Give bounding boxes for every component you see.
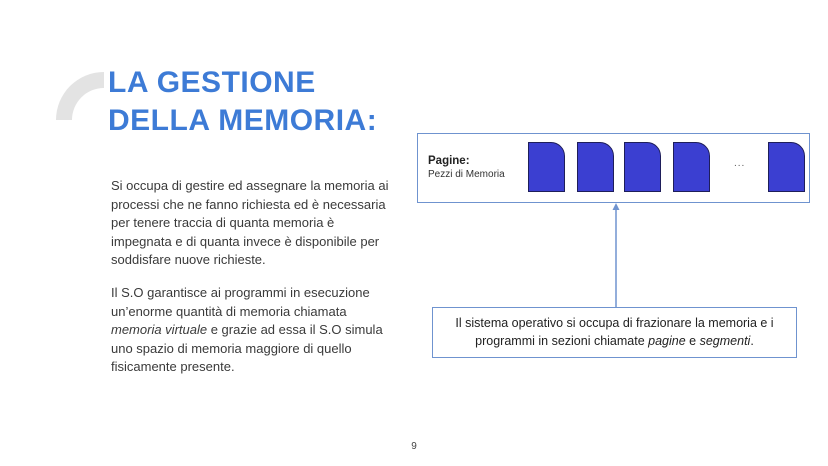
paragraph-2-text-b: e grazie ad essa il S.O simula uno spazio di memoria maggiore di quello fisicamente presente. xyxy=(111,322,383,374)
ellipsis: ... xyxy=(734,158,746,169)
title-line-1: LA GESTIONE xyxy=(108,66,316,99)
paragraph-2-emphasis: memoria virtuale xyxy=(111,322,208,337)
callout-text-b: e xyxy=(685,334,700,348)
paragraph-2-text-a: Il S.O garantisce ai programmi in esecuzione un’enorme quantità di memoria chiamata xyxy=(111,285,370,319)
callout-text-c: . xyxy=(750,334,754,348)
pages-label xyxy=(428,154,505,181)
decorative-quarter-circle-icon xyxy=(56,72,104,120)
callout-emphasis-pagine: pagine xyxy=(648,334,686,348)
pages-label-title: Pagine: xyxy=(428,155,470,167)
arrow-up-icon xyxy=(606,203,626,308)
pages-diagram xyxy=(417,133,810,203)
slide-title xyxy=(108,64,377,140)
title-line-2: DELLA MEMORIA: xyxy=(108,104,378,137)
memory-page-2 xyxy=(577,142,614,192)
callout-box xyxy=(432,307,797,358)
memory-page-4 xyxy=(673,142,710,192)
pages-label-subtitle: Pezzi di Memoria xyxy=(428,169,505,180)
memory-page-3 xyxy=(624,142,661,192)
memory-page-1 xyxy=(528,142,565,192)
memory-page-last xyxy=(768,142,805,192)
paragraph-1: Si occupa di gestire ed assegnare la memoria ai processi che ne fanno richiesta ed è necessaria per tenere traccia di quanta memoria è impegnata e di quanta invece è disponibile per soddisfare nuove richieste. xyxy=(111,178,389,267)
paragraph-2 xyxy=(111,284,396,377)
callout-emphasis-segmenti: segmenti xyxy=(699,334,751,348)
callout-text-a: Il sistema operativo si occupa di frazionare la memoria e i programmi in sezioni chiamate xyxy=(455,316,774,348)
page-number: 9 xyxy=(411,441,417,452)
